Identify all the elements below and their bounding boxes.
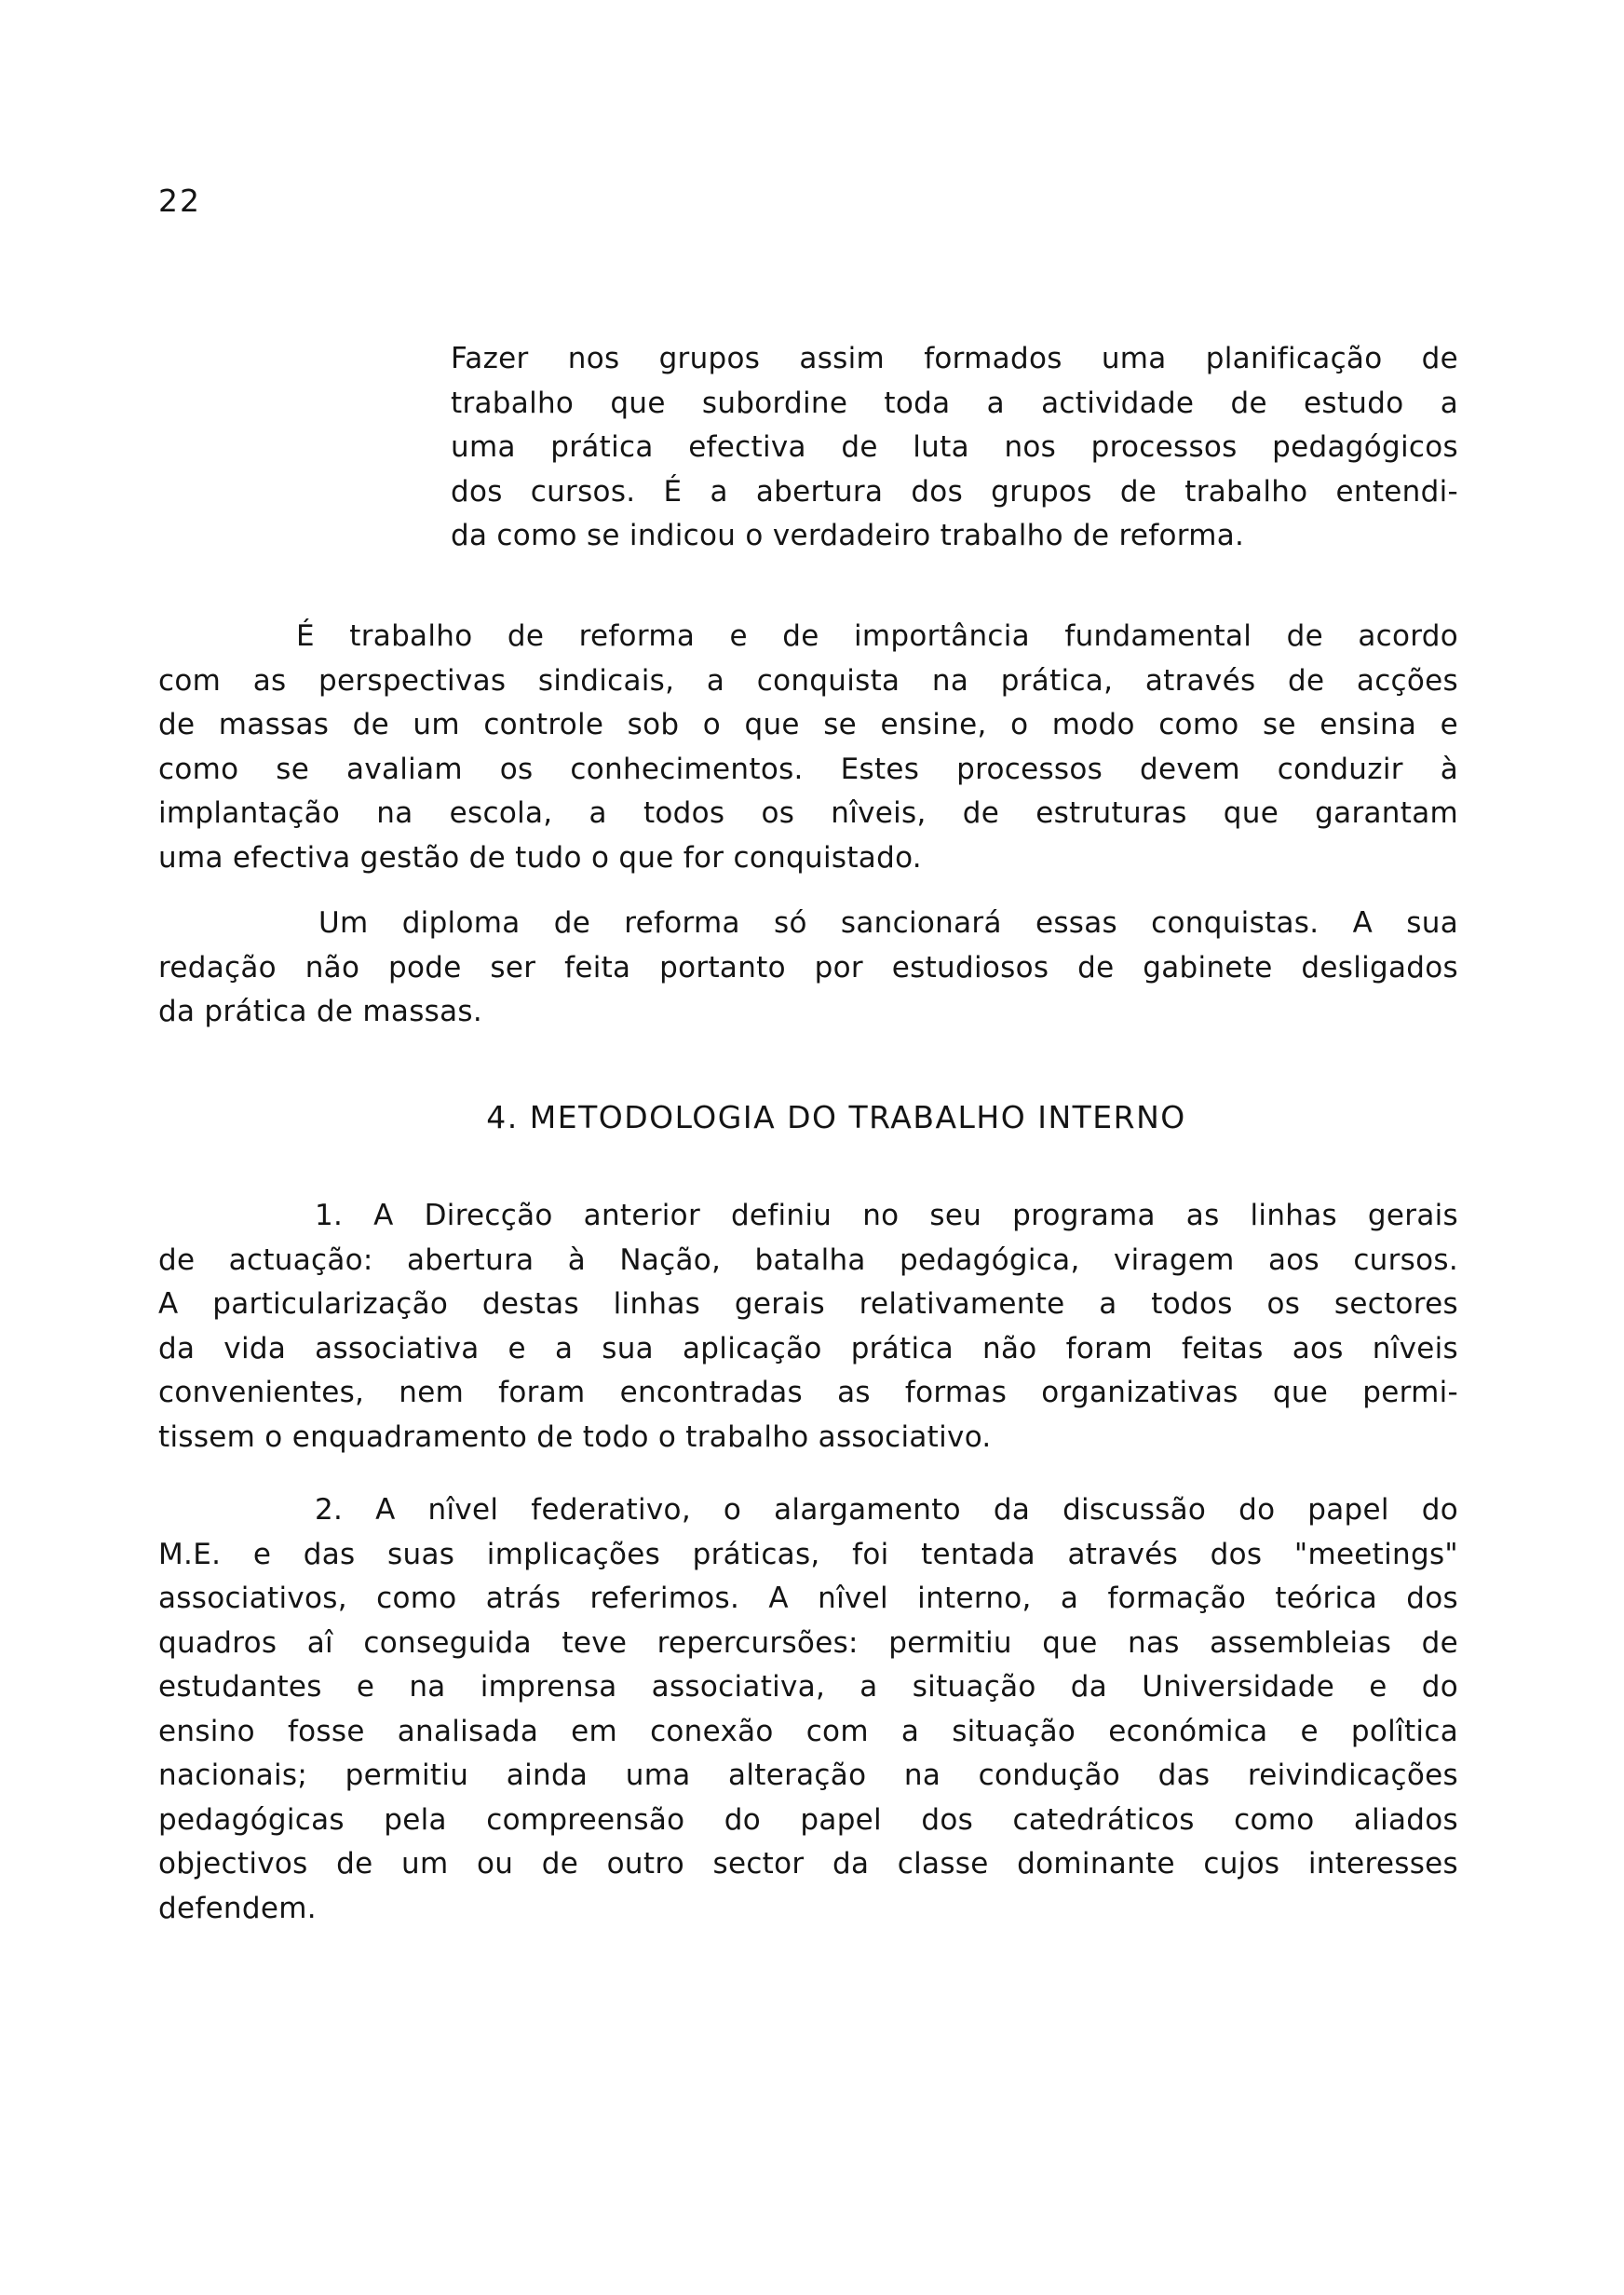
text-line: Fazer nos grupos assim formados uma planificação de <box>451 342 1458 375</box>
paragraph-item-2 <box>158 1488 1458 1931</box>
text-line: M.E. e das suas implicações práticas, foi tentada através dos "meetings" <box>158 1537 1458 1571</box>
text-line: Um diploma de reforma só sancionará essas conquistas. A sua <box>318 906 1458 940</box>
text-line: uma efectiva gestão de tudo o que for conquistado. <box>158 840 922 875</box>
paragraph-item-1 <box>158 1194 1458 1460</box>
text-line: de massas de um controle sob o que se ensine, o modo como se ensina e <box>158 708 1458 741</box>
page-number: 22 <box>158 183 201 219</box>
text-line: tissem o enquadramento de todo o trabalho associativo. <box>158 1419 992 1454</box>
text-line: da vida associativa e a sua aplicação prática não foram feitas aos nîveis <box>158 1331 1458 1365</box>
text-line: 1. A Direcção anterior definiu no seu programa as linhas gerais <box>315 1199 1458 1232</box>
text-line: pedagógicas pela compreensão do papel dos catedráticos como aliados <box>158 1802 1458 1837</box>
text-line: dos cursos. É a abertura dos grupos de trabalho entendi- <box>451 474 1458 509</box>
text-line: associativos, como atrás referimos. A nîvel interno, a formação teórica dos <box>158 1582 1458 1615</box>
section-heading: 4. METODOLOGIA DO TRABALHO INTERNO <box>486 1099 1186 1135</box>
text-line: de actuação: abertura à Nação, batalha pedagógica, viragem aos cursos. <box>158 1243 1458 1277</box>
text-line: quadros aî conseguida teve repercursões: permitiu que nas assembleias de <box>158 1625 1458 1660</box>
paragraph-reform-diploma <box>158 902 1458 1035</box>
text-line: 2. A nîvel federativo, o alargamento da discussão do papel do <box>315 1493 1458 1527</box>
text-line: convenientes, nem foram encontradas as formas organizativas que permi- <box>158 1376 1458 1409</box>
text-line: estudantes e na imprensa associativa, a situação da Universidade e do <box>158 1670 1458 1704</box>
text-line: objectivos de um ou de outro sector da classe dominante cujos interesses <box>158 1847 1458 1881</box>
text-line: como se avaliam os conhecimentos. Estes processos devem conduzir à <box>158 752 1458 786</box>
text-line: trabalho que subordine toda a actividade de estudo a <box>451 386 1458 420</box>
text-line: ensino fosse analisada em conexão com a situação económica e polîtica <box>158 1714 1458 1748</box>
text-line: nacionais; permitiu ainda uma alteração na condução das reivindicações <box>158 1759 1458 1792</box>
text-line: da como se indicou o verdadeiro trabalho de reforma. <box>451 519 1245 552</box>
text-line: A particularização destas linhas gerais relativamente a todos os sectores <box>158 1287 1458 1321</box>
text-line: com as perspectivas sindicais, a conquista na prática, através de acções <box>158 663 1458 698</box>
text-line: É trabalho de reforma e de importância fundamental de acordo <box>296 619 1458 653</box>
text-line: defendem. <box>158 1891 317 1925</box>
paragraph-reform-work <box>158 615 1458 880</box>
text-line: uma prática efectiva de luta nos processos pedagógicos <box>451 430 1458 464</box>
text-line: redação não pode ser feita portanto por estudiosos de gabinete desligados <box>158 950 1458 985</box>
paragraph-indented-block <box>451 337 1458 559</box>
text-line: implantação na escola, a todos os nîveis, de estruturas que garantam <box>158 796 1458 830</box>
text-line: da prática de massas. <box>158 995 483 1028</box>
